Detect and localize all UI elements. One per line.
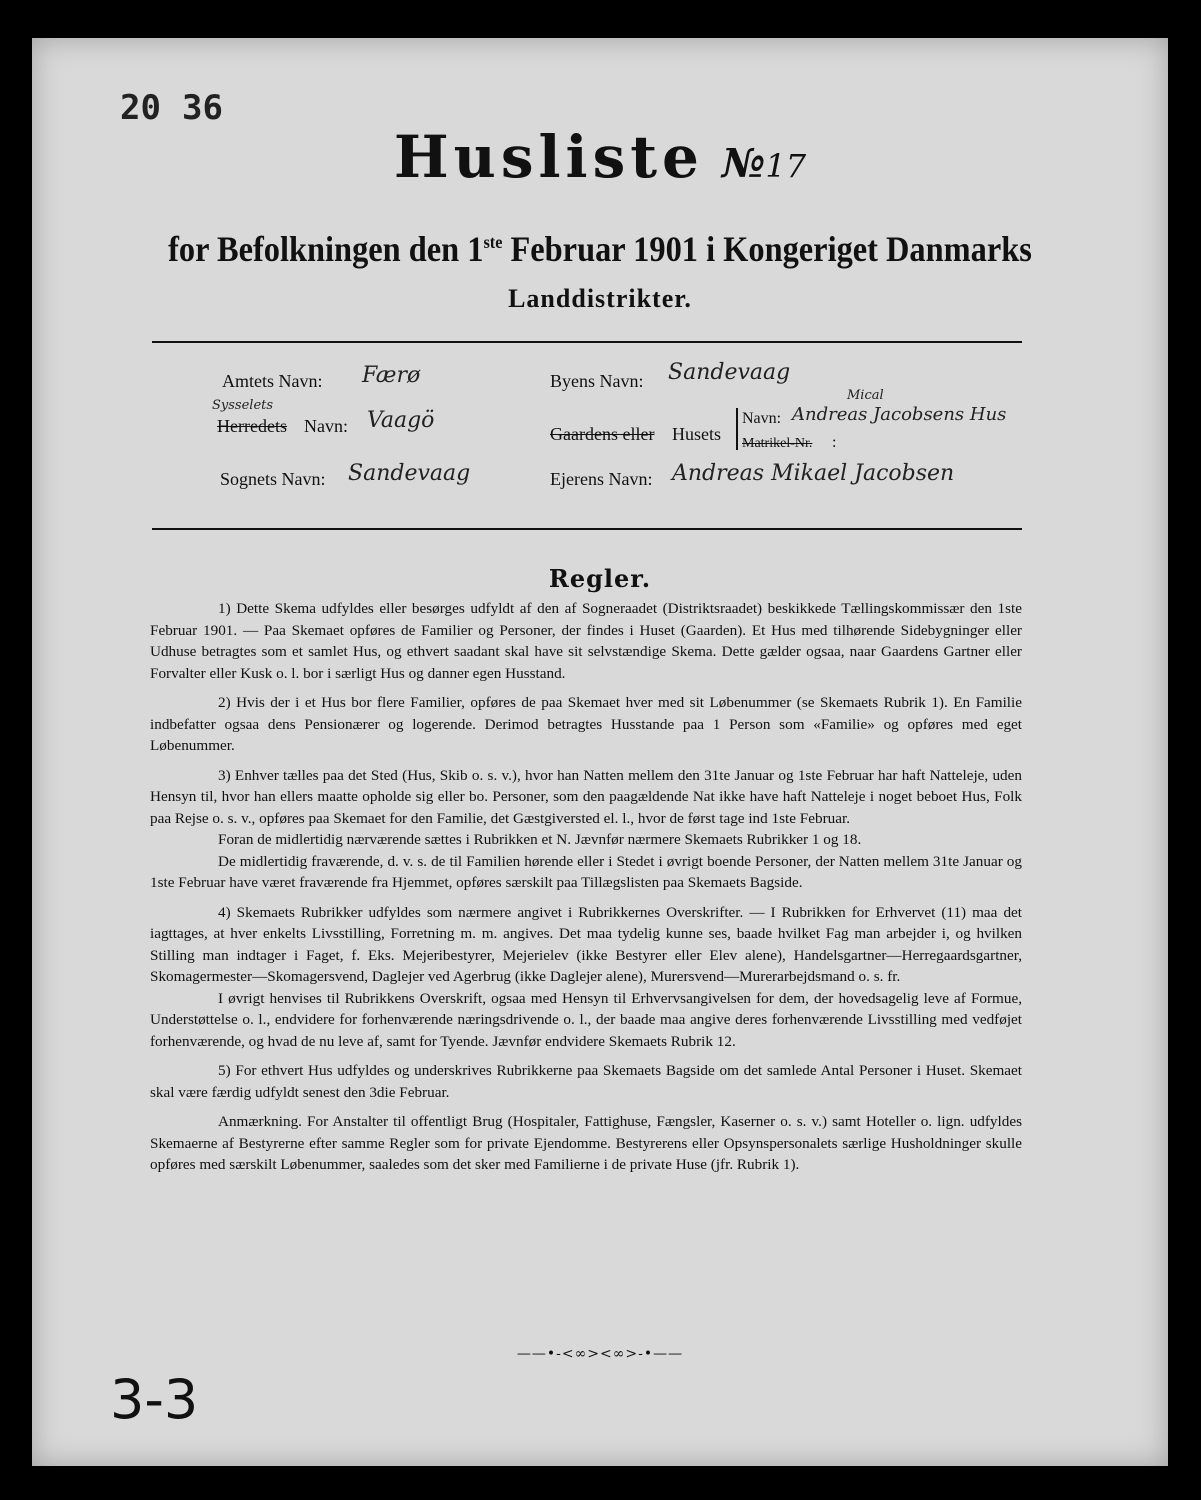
by-label: Byens Navn: [550,371,644,391]
top-divider [152,341,1022,343]
rule-paragraph-4b: I øvrigt henvises til Rubrikkens Overskrift, ogsaa med Hensyn til Erhvervsangivelsen for dem, der hovedsagelig leve af Formue, Understøttelse o. l., endvidere for forhenværende næringsdrivende o. l., der baade maa angive deres forhenværende Livsstilling med vedføjet forhenværende, og hvad de nu leve af, samt for Tyende. Jævnfør endvidere Skemaets Rubrik 12. [150,989,1022,1050]
bracket-bar [736,408,738,450]
stamp-number-left: 20 [120,88,161,128]
subtitle-part-a: for Befolkningen den 1 [168,229,484,269]
matrikel-colon: : [832,434,837,451]
amt-label: Amtets Navn: [222,371,323,391]
rules-heading: Regler. [548,564,652,593]
syssel-handwritten: Sysselets [212,398,274,413]
rule-paragraph-3c: De midlertidig fraværende, d. v. s. de til Familien hørende eller i Stedet i øvrigt boende Personer, der Natten mellem 31te Januar og 1ste Februar have været fraværende fra Hjemmet, opføres særskilt paa Tillægslisten paa Skemaets Bagside. [150,852,1022,891]
huset-label: Husets [672,424,721,444]
bottom-divider [152,528,1022,530]
ejer-label: Ejerens Navn: [550,469,653,489]
herred-label-suffix: Navn: [304,416,348,436]
census-form-page [32,38,1168,1466]
rule-paragraph-3b: Foran de midlertidig nærværende sættes i Rubrikken et N. Jævnfør nærmere Skemaets Rubrikker 1 og 18. [218,831,862,848]
ejer-value: Andreas Mikael Jacobsen [672,461,955,486]
amt-value: Færø [362,363,421,388]
subtitle-superscript: ste [483,232,503,252]
title-text: Husliste [393,123,704,191]
navn-label: Navn: [742,410,782,427]
navn-value: Andreas Jacobsens Hus [792,404,1007,425]
subtitle [89,228,1111,270]
rule-paragraph-1: 1) Dette Skema udfyldes eller besørges udfyldt af den af Sogneraadet (Distriktsraadet) beskikkede Tællingskommissær den 1ste Februar 1901. — Paa Skemaet opføres de Familier og Personer, der findes i Huset (Gaarden). Et Hus med tilhørende Sidebygninger eller Udhuse betragtes som et samlet Hus, og ethvert saadant skal have sit selvstændige Skema. Dette gælder ogsaa, naar Gaardens Gartner eller Forvalter eller Kusk o. l. bor i særligt Hus og danner egen Husstand. [150,600,1022,682]
subtitle-landdistrikter: Landdistrikter. [508,284,692,313]
sogn-label: Sognets Navn: [220,469,326,489]
rule-paragraph-5: 5) For ethvert Hus udfyldes og underskrives Rubrikkerne paa Skemaets Bagside om det samlede Antal Personer i Huset. Skemaet skal være færdig udfyldt senest den 3die Februar. [150,1062,1022,1101]
rules-text [150,598,1022,1184]
rule-paragraph-4: 4) Skemaets Rubrikker udfyldes som nærmere angivet i Rubrikkernes Overskrifter. — I Rubrikken for Erhvervet (11) maa det iagttages, at hver enkelts Livsstilling, Forretning m. m. angives. Det maa tydelig kunne ses, baade hvilket Fag man arbejder i, og hvilken Stilling man indtager i Faget, f. Eks. Mejeribestyrer, Mejerielev (ikke Bestyrer eller Elev alene), Handelsgartner—Herregaardsgartner, Skomagermester—Skomagersvend, Daglejer ved Agerbrug (ikke Daglejer alene), Murersvend—Murerarbejdsmand o. s. fr. [150,903,1022,985]
rule-paragraph-2: 2) Hvis der i et Hus bor flere Familier, opføres de paa Skemaet hver med sit Løbenummer (se Skemaets Rubrik 1). En Familie indbefatter ogsaa dens Pensionærer og logerende. Derimod betragtes Husstande paa 1 Person som «Familie» og opføres med eget Løbenummer. [150,694,1022,754]
rule-paragraph-3: 3) Enhver tælles paa det Sted (Hus, Skib o. s. v.), hvor han Natten mellem den 31te Januar og 1ste Februar har haft Natteleje, uden Hensyn til, hvor han ellers maatte opholde sig eller bo. Personer, som den paagældende Nat ikke have haft Natteleje i noget beboet Hus, Folk paa Rejse o. s. v., opføres paa Skemaet for den Familie, det Gæstgiversted el. l., hvor de først tage ind 1ste Februar. [150,766,1022,827]
subtitle-part-b: Februar 1901 i Kongeriget Danmarks [502,229,1032,269]
by-value: Sandevaag [668,360,791,385]
page-title [32,123,1168,191]
sogn-value: Sandevaag [348,461,471,486]
gaard-label-struck: Gaardens eller [550,424,655,444]
number-sign: № [721,140,766,187]
house-number-handwritten: 17 [765,147,807,185]
stamp-number-right: 36 [182,88,223,128]
herred-value: Vaagö [367,408,435,433]
ornament-divider [32,1346,1168,1362]
matrikel-label-struck: Matrikel-Nr. [742,436,813,451]
bottom-handwritten-note: 3-3 [110,1368,199,1431]
herred-label-struck: Herredets [217,416,287,436]
rule-annotation: Anmærkning. For Anstalter til offentligt Brug (Hospitaler, Fattighuse, Fængsler, Kaserner o. s. v.) samt Hoteller o. lign. udfyldes Skemaerne af Bestyrerne efter samme Regler som for private Ejendomme. Bestyrerens eller Opsynspersonalets særlige Husholdninger skulle opføres med særskilt Løbenummer, saaledes som det sker med Familierne i de private Huse (jfr. Rubrik 1). [150,1113,1022,1173]
ornament-glyphs: ——•-<∞><∞>-•—— [516,1346,684,1362]
navn-value-above: Mical [847,388,884,403]
